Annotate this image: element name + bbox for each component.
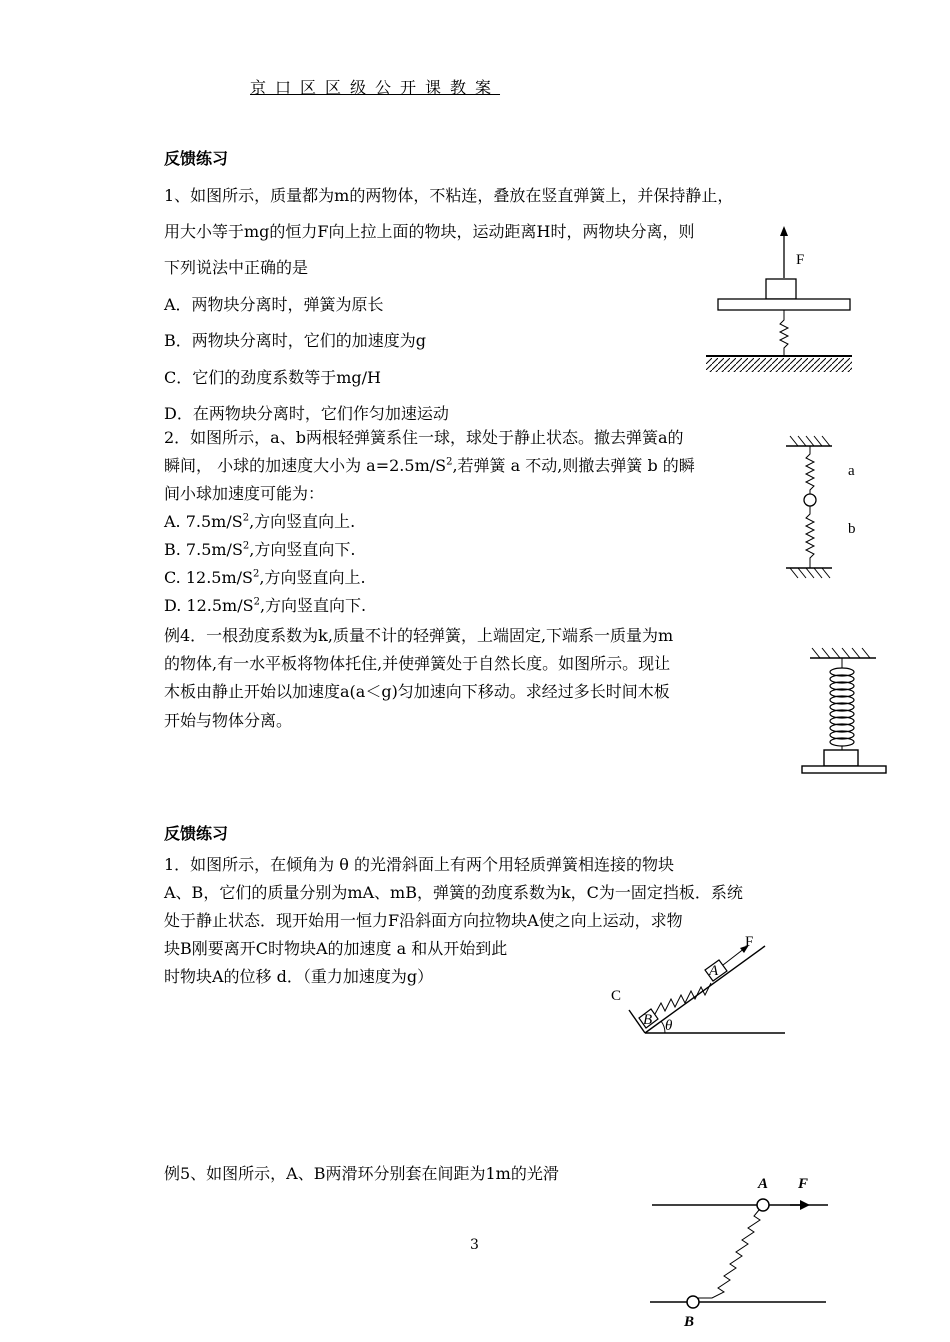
page-header: 京口区区级公开课教案 <box>250 78 501 97</box>
q1-line-1: 1、如图所示，质量都为m的两物体，不粘连，叠放在竖直弹簧上，并保持静止， <box>164 186 734 205</box>
page-number: 3 <box>470 1237 479 1253</box>
s2q1-line-5: 时物块A的位移 d．（重力加速度为g） <box>164 967 434 986</box>
q2-option-c: C. $12.5m/S^2$,方向竖直向上. <box>164 568 366 587</box>
theta-label: θ <box>665 1018 673 1034</box>
q1-line-3: 下列说法中正确的是 <box>164 258 309 277</box>
q1-line-2: 用大小等于mg的恒力F向上拉上面的物块，运动距离H时，两物块分离，则 <box>164 222 695 241</box>
ex4-line-3: 木板由静止开始以加速度a(a＜g)匀加速向下移动。求经过多长时间木板 <box>164 682 670 701</box>
spring-a-label: a <box>848 463 855 479</box>
block-b-label: B <box>643 1012 653 1028</box>
q1-option-a: A．两物块分离时，弹簧为原长 <box>164 295 384 314</box>
section2-heading: 反馈练习 <box>164 824 229 843</box>
q1-option-d: D．在两物块分离时，它们作匀加速运动 <box>164 404 449 423</box>
q2-line-3: 间小球加速度可能为： <box>164 484 325 503</box>
ring-b-label: B <box>684 1314 695 1330</box>
q2-line-1: 2．如图所示，a、b两根轻弹簧系住一球，球处于静止状态。撤去弹簧a的 <box>164 428 684 447</box>
s2q1-line-4: 块B刚要离开C时物块A的加速度 a 和从开始到此 <box>164 939 508 958</box>
plate-c-label: C <box>611 988 622 1004</box>
q2-option-b: B. $7.5m/S^2$,方向竖直向下. <box>164 540 356 559</box>
incline-blocks-figure <box>605 932 790 1042</box>
block-a-label: A <box>709 963 719 979</box>
q1-option-b: B．两物块分离时，它们的加速度为g <box>164 331 427 350</box>
spring-b-label: b <box>848 521 856 537</box>
q2-line-2: 瞬间， 小球的加速度大小为 $a=2.5m/S^2$,若弹簧 a 不动,则撤去弹簧 b 的瞬 <box>164 456 695 475</box>
q2-option-d: D. $12.5m/S^2$,方向竖直向下. <box>164 596 367 615</box>
sliding-rings-figure <box>640 1170 840 1342</box>
ex4-line-2: 的物体,有一水平板将物体托住,并使弹簧处于自然长度。如图所示。现让 <box>164 654 671 673</box>
ball-two-springs-figure <box>780 430 870 590</box>
coil-spring-board-figure <box>800 640 890 780</box>
s2q1-line-3: 处于静止状态．现开始用一恒力F沿斜面方向拉物块A使之向上运动，求物 <box>164 911 683 930</box>
ex4-line-1: 例4．一根劲度系数为k,质量不计的轻弹簧，上端固定,下端系一质量为m <box>164 626 674 645</box>
s2q1-line-1: 1．如图所示，在倾角为 θ 的光滑斜面上有两个用轻质弹簧相连接的物块 <box>164 855 674 874</box>
stacked-blocks-spring-figure <box>700 220 860 380</box>
force-f-label-ex5: F <box>798 1176 809 1192</box>
ex5-line-1: 例5、如图所示，A、B两滑环分别套在间距为1m的光滑 <box>164 1164 559 1183</box>
ring-a-label: A <box>758 1176 769 1192</box>
q1-option-c: C．它们的劲度系数等于mg/H <box>164 368 382 387</box>
q2-option-a: A. $7.5m/S^2$,方向竖直向上. <box>164 512 356 531</box>
force-f-label: F <box>745 934 754 950</box>
ex4-line-4: 开始与物体分离。 <box>164 711 293 730</box>
section-heading: 反馈练习 <box>164 149 229 168</box>
force-label: F <box>796 252 805 268</box>
s2q1-line-2: A、B，它们的质量分别为mA、mB，弹簧的劲度系数为k，C为一固定挡板．系统 <box>164 883 743 902</box>
